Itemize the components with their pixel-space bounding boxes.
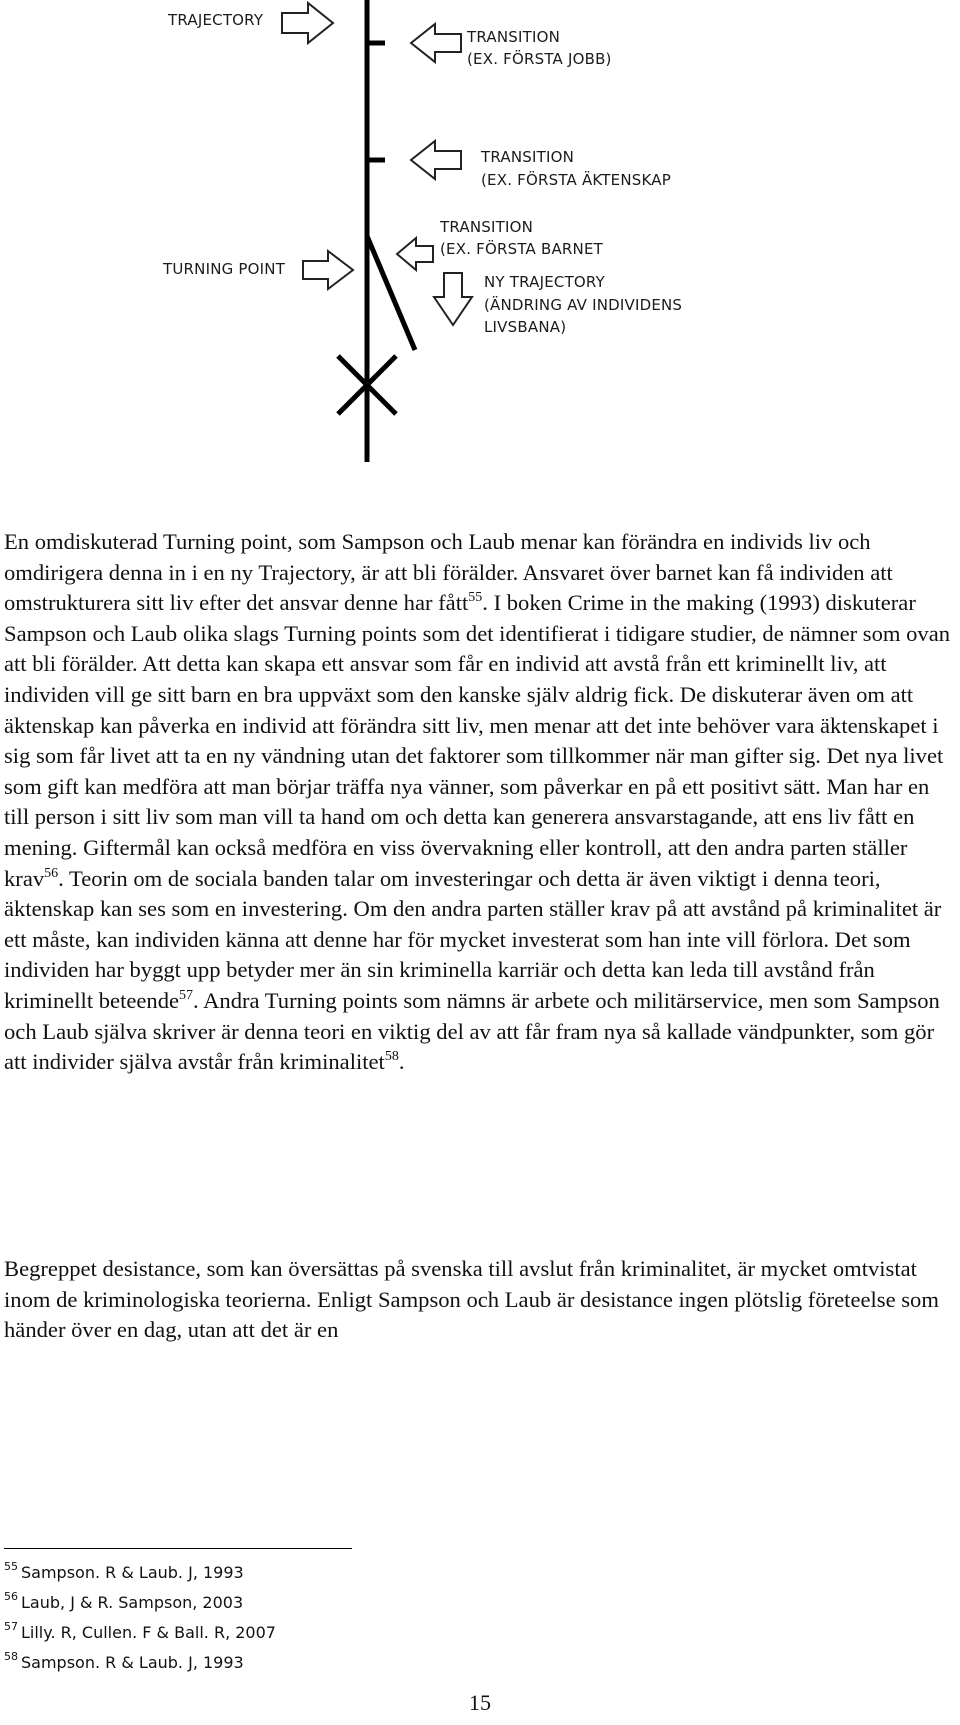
ny-trajectory-arrow-icon (434, 273, 472, 325)
transition-arrow-icon-3 (397, 238, 433, 270)
footnote-ref: 55 (468, 590, 483, 606)
footnote-number: 56 (4, 1590, 18, 1603)
footnote-ref: 56 (44, 865, 59, 881)
transition-arrow-icon-1 (411, 24, 461, 62)
body-paragraph-2 (4, 1254, 956, 1346)
transition-arrow-icon-2 (411, 141, 461, 179)
transition-example-3: (EX. FÖRSTA BARNET (440, 240, 603, 258)
page-number: 15 (469, 1690, 491, 1715)
trajectory-label: TRAJECTORY (168, 11, 264, 29)
footnote-text: Lilly. R, Cullen. F & Ball. R, 2007 (21, 1623, 276, 1642)
footnote-ref: 58 (384, 1049, 399, 1065)
transition-example-1: (EX. FÖRSTA JOBB) (467, 50, 612, 68)
transition-label-2: TRANSITION (481, 148, 575, 166)
transition-label-1: TRANSITION (467, 28, 561, 46)
footnotes (4, 1558, 276, 1678)
body-paragraph-1 (4, 527, 956, 1078)
ny-trajectory-line-2: (ÄNDRING AV INDIVIDENS (484, 296, 683, 314)
ny-trajectory-line-3: LIVSBANA) (484, 318, 567, 336)
footnote-56 (4, 1588, 276, 1618)
turning-point-arrow-icon (303, 251, 353, 289)
footnote-text: Sampson. R & Laub. J, 1993 (21, 1563, 244, 1582)
footnote-ref: 57 (179, 987, 194, 1003)
trajectory-arrow-icon (282, 3, 333, 43)
transition-example-2: (EX. FÖRSTA ÄKTENSKAP (481, 171, 671, 189)
text-run: En omdiskuterad Turning point, som Sampson och Laub menar kan förändra en individs liv och omdirigera denna in i en ny Trajectory, är att bli förälder. Ansvaret över barnet kan få individen att omstrukturera sitt liv efter det ansvar denne har fått (4, 529, 893, 616)
footnote-57 (4, 1618, 276, 1648)
text-run: Begreppet desistance, som kan översättas på svenska till avslut från kriminalitet, är mycket omtvistat inom de kriminologiska teorierna. Enligt Sampson och Laub är desistance ingen plötslig företeelse som händer över en dag, utan att det är en (4, 1256, 939, 1343)
ny-trajectory-label: NY TRAJECTORY (484, 273, 605, 291)
text-run: . I boken Crime in the making (1993) diskuterar Sampson och Laub olika slags Turning points som det identifierat i tidigare studier, de nämner som ovan att bli förälder. Att detta kan skapa ett ansvar som får en individ att avstå från ett kriminellt liv, att individen vill ge sitt barn en bra uppväxt som den kanske själv aldrig fick. De diskuterar även om att äktenskap kan påverka en individ att förändra sitt liv, men menar att det inte behöver vara äktenskapet i sig som får livet att ta en ny vändning utan det faktorer som tillkommer när man gifter sig. Det nya livet som gift kan medföra att man börjar träffa nya vänner, som påverkar en på ett positivt sätt. Man har en till person i sitt liv som man vill ta hand om och detta kan generera ansvarstagande, att ens liv fått en mening. Giftermål kan också medföra en viss övervakning eller kontroll, att den andra parten ställer krav (4, 590, 951, 891)
footnote-separator (4, 1548, 352, 1549)
footnote-text: Sampson. R & Laub. J, 1993 (21, 1653, 244, 1672)
text-run: . Teorin om de sociala banden talar om investeringar och detta är även viktigt i denna teori, äktenskap kan ses som en investering. Om den andra parten ställer krav på att avstånd på kriminalitet är ett måste, kan individen känna att denne har för mycket investerat som han inte vill förlora. Det som individen har byggt upp betyder mer än sin kriminella karriär och detta kan leda till avstånd från kriminellt beteende (4, 865, 942, 1013)
footnote-number: 55 (4, 1560, 18, 1573)
trajectory-diagram (0, 0, 960, 520)
footnote-58 (4, 1648, 276, 1678)
text-run: . (398, 1049, 405, 1075)
footnote-number: 57 (4, 1620, 18, 1633)
footnote-number: 58 (4, 1650, 18, 1663)
footnote-text: Laub, J & R. Sampson, 2003 (21, 1593, 244, 1612)
transition-label-3: TRANSITION (440, 218, 534, 236)
text-run: . Andra Turning points som nämns är arbete och militärservice, men som Sampson och Laub själva skriver är denna teori en viktig del av att får fram nya så kallade vändpunkter, som gör att individer själva avstår från kriminalitet (4, 987, 940, 1075)
footnote-55 (4, 1558, 276, 1588)
turning-point-label: TURNING POINT (163, 260, 286, 278)
